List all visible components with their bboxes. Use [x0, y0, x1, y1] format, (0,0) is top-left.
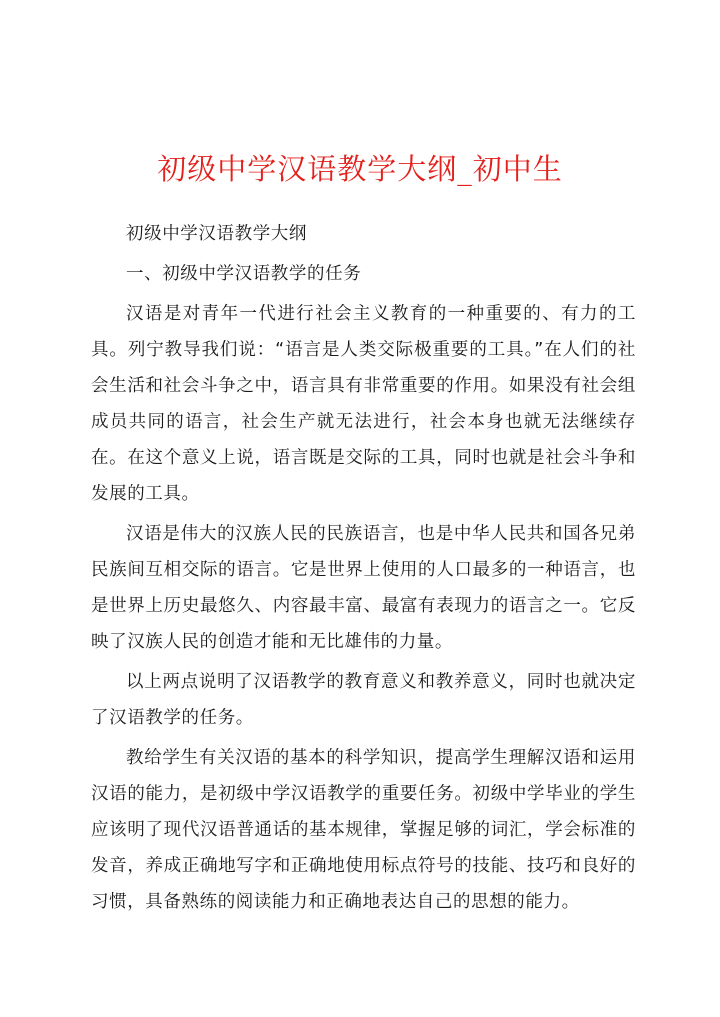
document-title: 初级中学汉语教学大纲_初中生 [157, 152, 563, 186]
section-heading: 一、初级中学汉语教学的任务 [126, 264, 362, 284]
paragraph-4: 教给学生有关汉语的基本的科学知识，提高学生理解汉语和运用汉语的能力，是初级中学汉语教学的重要任务。初级中学毕业的学生应该明了现代汉语普通话的基本规律，掌握足够的词汇，学会标准的发音，养成正确地写字和正确地使用标点符号的技能、技巧和良好的习惯，具备熟练的阅读能力和正确地表达自己的思想的能力。 [91, 748, 636, 912]
subtitle: 初级中学汉语教学大纲 [126, 224, 307, 244]
paragraph-2: 汉语是伟大的汉族人民的民族语言，也是中华人民共和国各兄弟民族间互相交际的语言。它是世界上使用的人口最多的一种语言，也是世界上历史最悠久、内容最丰富、最富有表现力的语言之一。它反映了汉族人民的创造才能和无比雄伟的力量。 [91, 524, 636, 652]
paragraph-1: 汉语是对青年一代进行社会主义教育的一种重要的、有力的工具。列宁教导我们说：“语言是人类交际极重要的工具。”在人们的社会生活和社会斗争之中，语言具有非常重要的作用。如果没有社会组成员共同的语言，社会生产就无法进行，社会本身也就无法继续存在。在这个意义上说，语言既是交际的工具，同时也就是社会斗争和发展的工具。 [91, 304, 636, 504]
paragraph-3: 以上两点说明了汉语教学的教育意义和教养意义，同时也就决定了汉语教学的任务。 [91, 672, 636, 728]
document-body [91, 216, 636, 924]
